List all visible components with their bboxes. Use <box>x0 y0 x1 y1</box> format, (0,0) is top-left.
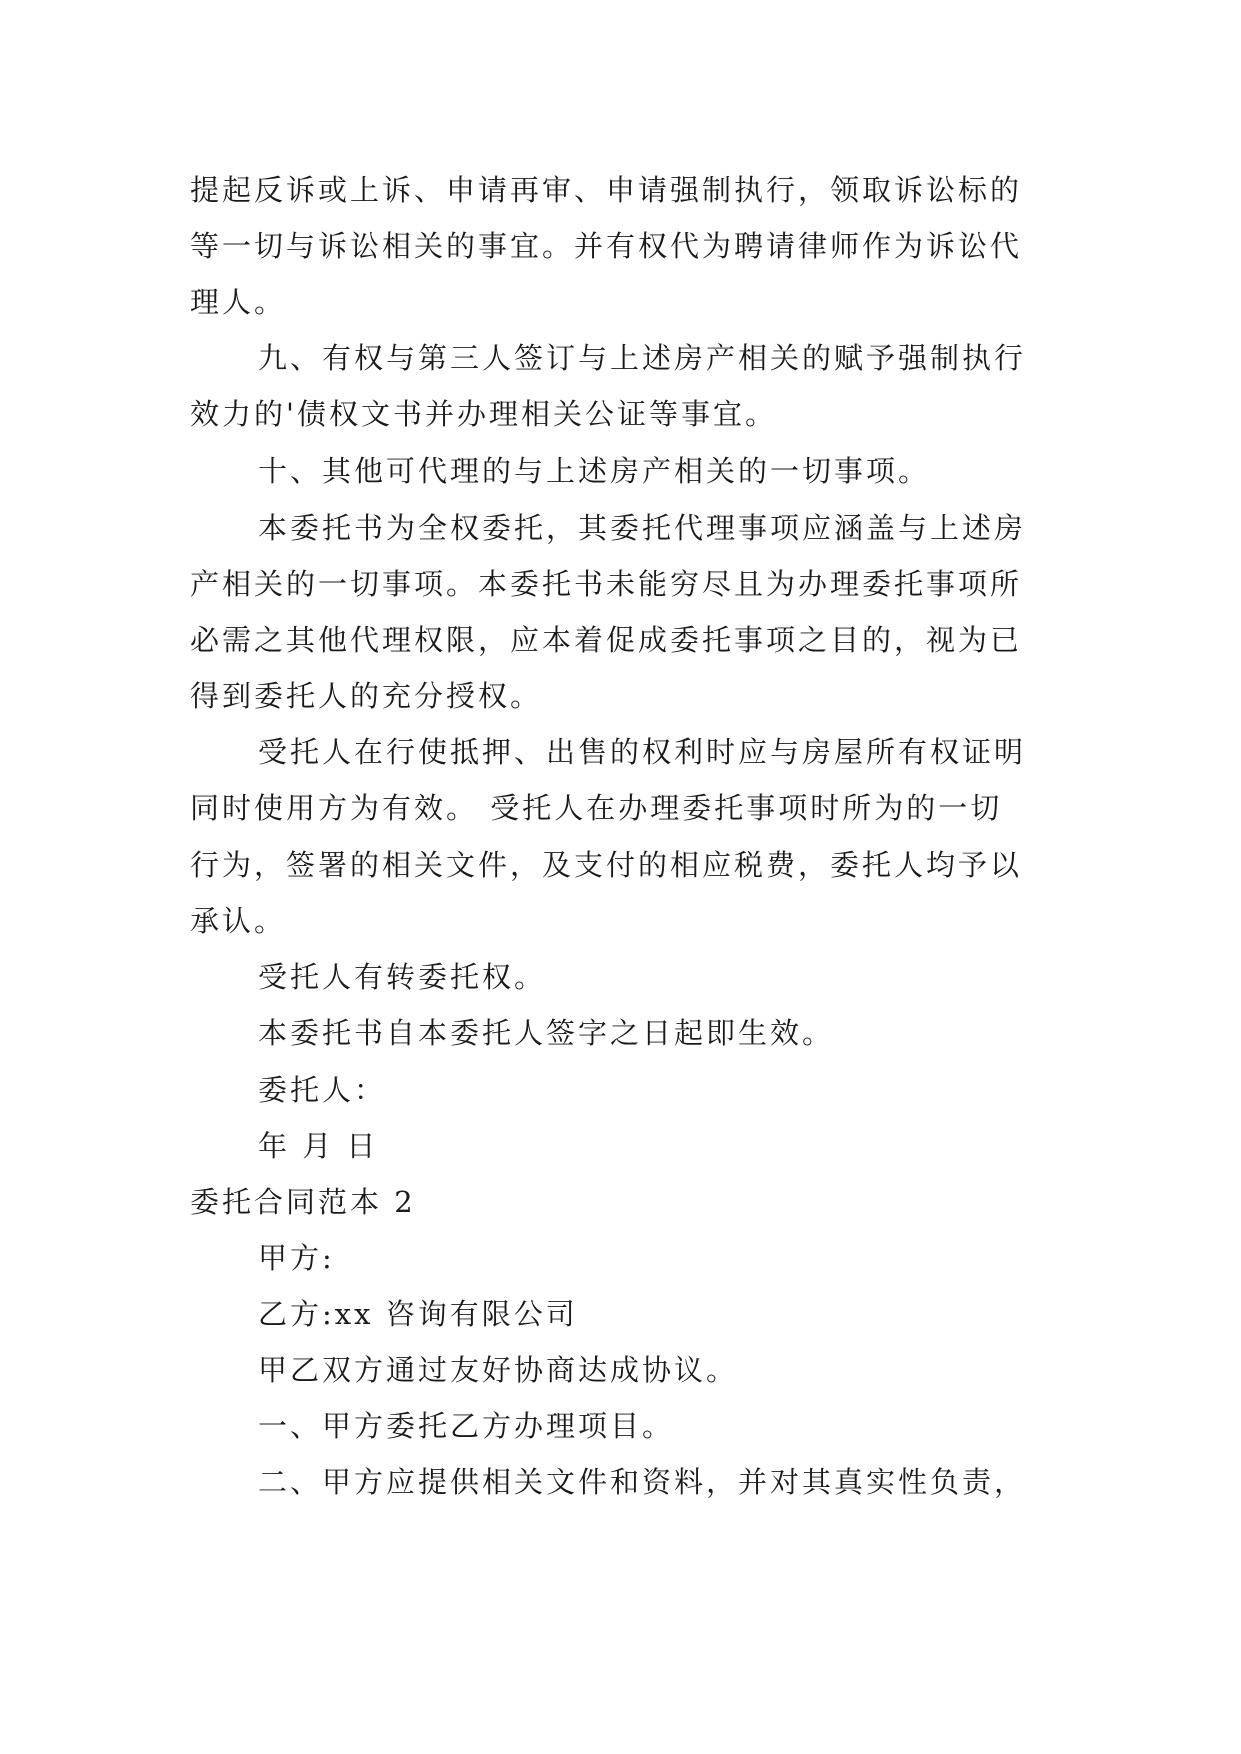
paragraph-line: 得到委托人的充分授权。 <box>190 679 543 713</box>
paragraph-line: 十、其他可代理的与上述房产相关的一切事项。 <box>258 454 931 488</box>
paragraph-line: 受托人在行使抵押、出售的权利时应与房屋所有权证明 <box>258 735 1027 769</box>
party-b-line: 乙方:xx 咨询有限公司 <box>258 1297 578 1331</box>
paragraph-line: 等一切与诉讼相关的事宜。并有权代为聘请律师作为诉讼代 <box>190 229 1023 263</box>
paragraph-line: 同时使用方为有效。 受托人在办理委托事项时所为的一切 <box>190 791 1003 825</box>
paragraph-line: 产相关的一切事项。本委托书未能穷尽且为办理委托事项所 <box>190 567 1023 601</box>
clause-line: 一、甲方委托乙方办理项目。 <box>258 1409 675 1443</box>
paragraph-line: 提起反诉或上诉、申请再审、申请强制执行，领取诉讼标的 <box>190 173 1023 207</box>
paragraph-line: 九、有权与第三人签订与上述房产相关的赋予强制执行 <box>258 341 1027 375</box>
date-line: 年 月 日 <box>258 1129 379 1163</box>
section-heading: 委托合同范本 2 <box>190 1185 416 1219</box>
paragraph-line: 甲乙双方通过友好协商达成协议。 <box>258 1353 739 1387</box>
principal-signature-label: 委托人： <box>258 1073 387 1107</box>
party-a-line: 甲方: <box>258 1241 335 1275</box>
paragraph-line: 必需之其他代理权限，应本着促成委托事项之目的，视为已 <box>190 623 1023 657</box>
paragraph-line: 理人。 <box>190 285 287 319</box>
paragraph-line: 行为，签署的相关文件，及支付的相应税费，委托人均予以 <box>190 848 1023 882</box>
paragraph-line: 效力的'债权文书并办理相关公证等事宜。 <box>190 397 777 431</box>
paragraph-line: 本委托书自本委托人签字之日起即生效。 <box>258 1016 835 1050</box>
paragraph-line: 受托人有转委托权。 <box>258 960 547 994</box>
clause-line: 二、甲方应提供相关文件和资料，并对其真实性负责， <box>258 1465 1027 1499</box>
paragraph-line: 本委托书为全权委托，其委托代理事项应涵盖与上述房 <box>258 511 1027 545</box>
paragraph-line: 承认。 <box>190 904 287 938</box>
